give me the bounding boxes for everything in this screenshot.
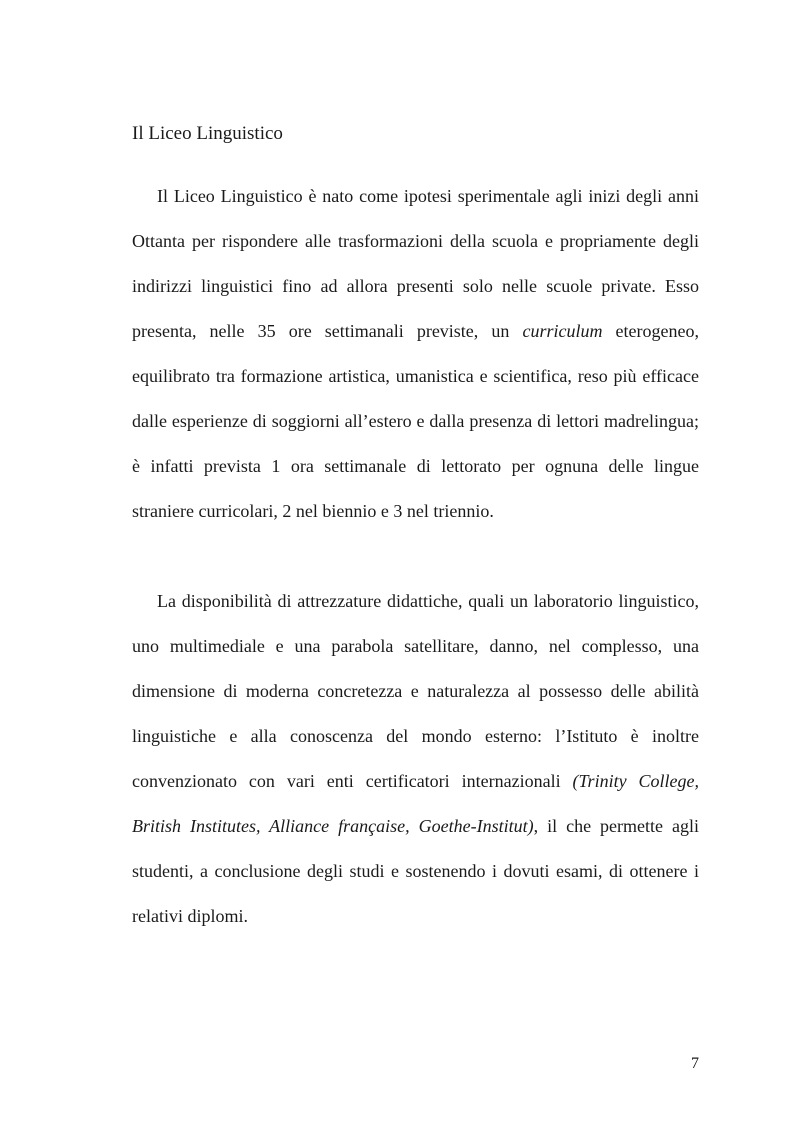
- paragraph-1-italic-curriculum: curriculum: [522, 321, 603, 341]
- paragraph-1: [132, 174, 699, 534]
- paragraph-1-text-b: eterogeneo, equilibrato tra formazione artistica, umanistica e scientifica, reso più efficace dalle esperienze di soggiorni all’estero e dalla presenza di lettori madrelingua; è infatti prevista 1 ora settimanale di lettorato per ognuna delle lingue straniere curricolari, 2 nel biennio e 3 nel triennio.: [132, 321, 700, 521]
- paragraph-2: [132, 579, 699, 939]
- section-title: Il Liceo Linguistico: [132, 123, 283, 144]
- page-number: 7: [691, 1055, 699, 1072]
- paragraph-1-text-a: Il Liceo Linguistico è nato come ipotesi sperimentale agli inizi degli anni Ottanta per rispondere alle trasformazioni della scuola e propriamente degli indirizzi linguistici fino ad allora presenti solo nelle scuole private. Esso presenta, nelle 35 ore settimanali previste, un: [132, 186, 699, 341]
- paragraph-2-text-b: , il che permette agli studenti, a conclusione degli studi e sostenendo i dovuti esami, di ottenere i relativi diplomi.: [132, 816, 699, 926]
- paragraph-2-italic-institutes: (Trinity College, British Institutes, Alliance française, Goethe-Institut): [132, 771, 699, 836]
- paragraph-2-text-a: La disponibilità di attrezzature didattiche, quali un laboratorio linguistico, uno multimediale e una parabola satellitare, danno, nel complesso, una dimensione di moderna concretezza e naturalezza al possesso delle abilità linguistiche e alla conoscenza del mondo esterno: l’Istituto è inoltre convenzionato con vari enti certificatori internazionali: [132, 591, 699, 791]
